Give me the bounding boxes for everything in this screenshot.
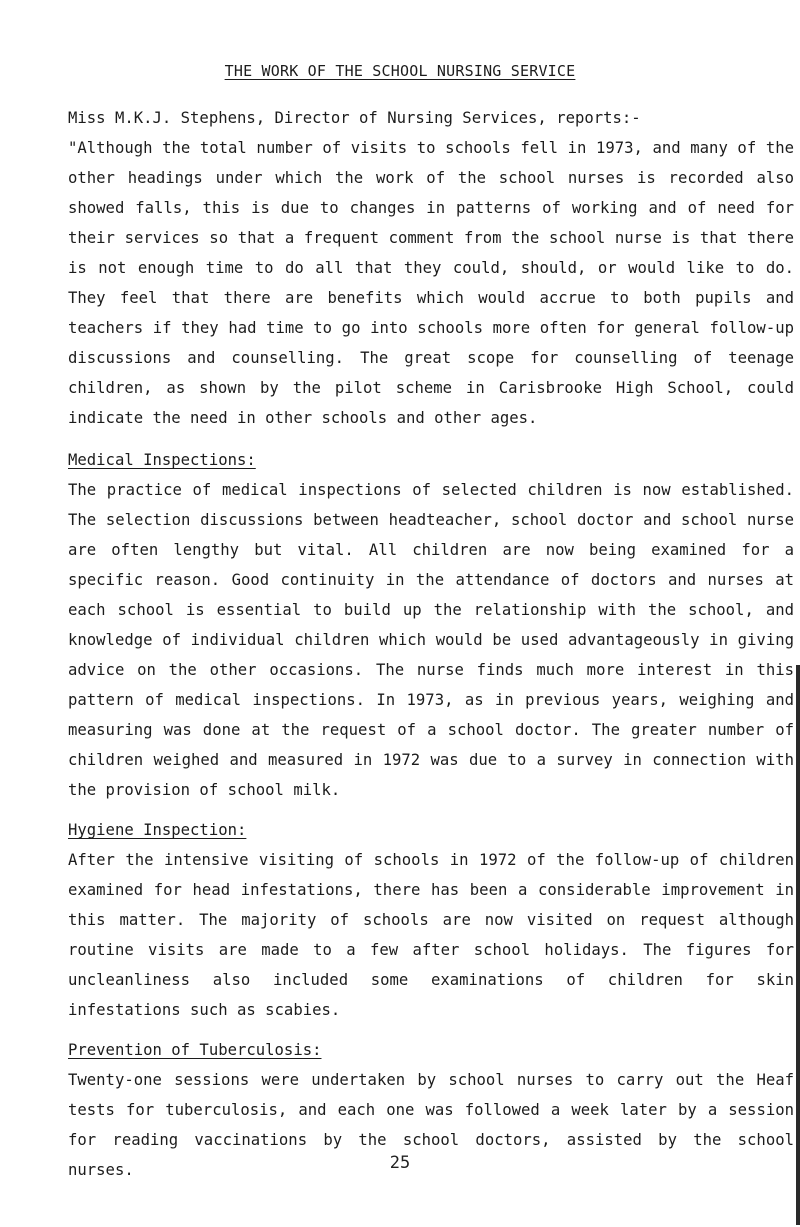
section-heading: Hygiene Inspection: <box>68 821 247 839</box>
intro-line: Miss M.K.J. Stephens, Director of Nursing Services, reports:- <box>68 109 641 127</box>
page-title-text: THE WORK OF THE SCHOOL NURSING SERVICE <box>224 62 576 80</box>
intro-paragraph: "Although the total number of visits to schools fell in 1973, and many of the other headings under which the work of the school nurses is recorded also showed falls, this is due to changes in patterns of working and of need for their services so that a frequent comment from the school nurse is that there is not enough time to do all that they could, should, or would like to do. They feel that there are benefits which would accrue to both pupils and teachers if they had time to go into schools more often for general follow-up discussions and counselling. The great scope for counselling of teenage children, as shown by the pilot scheme in Carisbrooke High School, could indicate the need in other schools and other ages. <box>68 139 794 427</box>
section-body: Twenty-one sessions were undertaken by school nurses to carry out the Heaf tests for tuberculosis, and each one was followed a week later by a session for reading vaccinations by the school doctors, assisted by the school nurses. <box>68 1071 794 1179</box>
section-hygiene-inspection <box>68 815 794 1025</box>
section-body: After the intensive visiting of schools in 1972 of the follow-up of children examined for head infestations, there has been a considerable improvement in this matter. The majority of schools are now visited on request although routine visits are made to a few after school holidays. The figures for uncleanliness also included some examinations of children for skin infestations such as scabies. <box>68 851 794 1019</box>
section-medical-inspections <box>68 445 794 805</box>
page-title <box>0 62 800 80</box>
section-heading: Prevention of Tuberculosis: <box>68 1041 322 1059</box>
section-heading: Medical Inspections: <box>68 451 256 469</box>
scan-edge-mark <box>796 665 800 1225</box>
document-body <box>68 103 794 1195</box>
section-body: The practice of medical inspections of selected children is now established. The selection discussions between headteacher, school doctor and school nurse are often lengthy but vital. All children are now being examined for a specific reason. Good continuity in the attendance of doctors and nurses at each school is essential to build up the relationship with the school, and knowledge of individual children which would be used advantageously in giving advice on the other occasions. The nurse finds much more interest in this pattern of medical inspections. In 1973, as in previous years, weighing and measuring was done at the request of a school doctor. The greater number of children weighed and measured in 1972 was due to a survey in connection with the provision of school milk. <box>68 481 794 799</box>
page-number: 25 <box>389 1153 411 1173</box>
